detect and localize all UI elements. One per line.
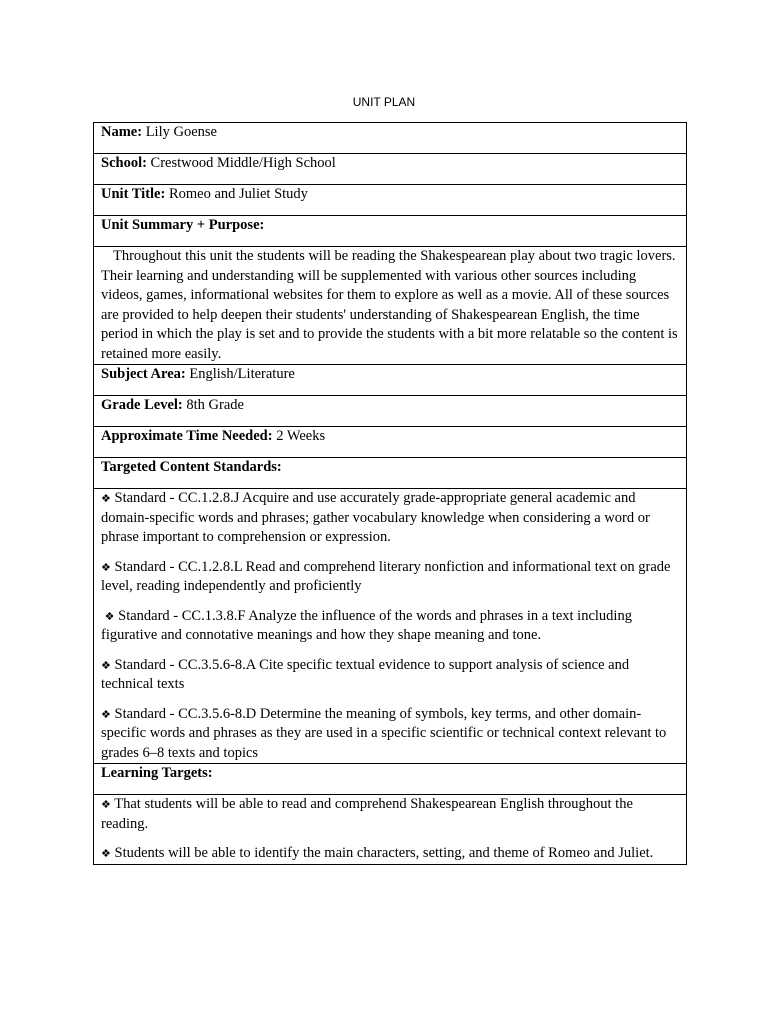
name-row bbox=[94, 123, 687, 154]
unit-title-value: Romeo and Juliet Study bbox=[168, 186, 308, 202]
standard-item: ❖ Standard - CC.3.5.6-8.D Determine the meaning of symbols, key terms, and other domain-specific words and phrases as they are used in a specific scientific or technical context relevant to grades 6–8 texts and topics bbox=[101, 705, 667, 761]
standards-header-row bbox=[94, 458, 687, 489]
time-label: Approximate Time Needed: bbox=[101, 428, 273, 444]
target-item: ❖ Students will be able to identify the main characters, setting, and theme of Romeo and Juliet. bbox=[101, 845, 654, 861]
subject-value: English/Literature bbox=[189, 366, 295, 382]
standard-item: ❖ Standard - CC.1.3.8.F Analyze the influence of the words and phrases in a text including figurative and connotative meanings and how they shape meaning and tone. bbox=[101, 607, 632, 643]
summary-text: Throughout this unit the students will be reading the Shakespearean play about two tragic lovers. Their learning and understanding will be supplemented with various other sources including videos, games, informational websites for them to explore as well as a movie. All of these sources are provided to help deepen their students' understanding of Shakespearean English, the time period in which the play is set and to provide the students with a bit more relatable so the content is retained more easily. bbox=[101, 248, 678, 362]
subject-label: Subject Area: bbox=[101, 366, 186, 382]
school-row bbox=[94, 154, 687, 185]
targets-row bbox=[94, 795, 687, 865]
name-label: Name: bbox=[101, 124, 143, 140]
name-value: Lily Goense bbox=[145, 124, 217, 140]
school-value: Crestwood Middle/High School bbox=[150, 155, 336, 171]
time-row bbox=[94, 427, 687, 458]
diamond-bullet-icon: ❖ bbox=[101, 707, 111, 721]
unit-plan-table bbox=[93, 122, 687, 865]
document-title: UNIT PLAN bbox=[352, 95, 416, 109]
diamond-bullet-icon: ❖ bbox=[104, 609, 115, 623]
diamond-bullet-icon: ❖ bbox=[101, 658, 111, 672]
grade-label: Grade Level: bbox=[101, 397, 183, 413]
unit-title-row bbox=[94, 185, 687, 216]
standard-item: ❖ Standard - CC.1.2.8.L Read and comprehend literary nonfiction and informational text on grade level, reading independently and proficiently bbox=[101, 558, 671, 594]
school-label: School: bbox=[101, 155, 147, 171]
summary-header-row bbox=[94, 216, 687, 247]
unit-title-label: Unit Title: bbox=[101, 186, 166, 202]
diamond-bullet-icon: ❖ bbox=[101, 798, 111, 811]
standard-item: ❖ Standard - CC.3.5.6-8.A Cite specific textual evidence to support analysis of science and technical texts bbox=[101, 656, 630, 692]
targets-label: Learning Targets: bbox=[101, 765, 213, 781]
standards-label: Targeted Content Standards: bbox=[101, 459, 282, 475]
target-item: ❖ That students will be able to read and comprehend Shakespearean English throughout the reading. bbox=[101, 796, 633, 832]
summary-label: Unit Summary + Purpose: bbox=[101, 217, 265, 233]
subject-row bbox=[94, 365, 687, 396]
diamond-bullet-icon: ❖ bbox=[101, 492, 111, 505]
standard-item: ❖ Standard - CC.1.2.8.J Acquire and use accurately grade-appropriate general academic and domain-specific words and phrases; gather vocabulary knowledge when considering a word or phrase important to comprehension or expression. bbox=[101, 490, 650, 545]
standards-row bbox=[94, 489, 687, 764]
summary-row bbox=[94, 247, 687, 365]
diamond-bullet-icon: ❖ bbox=[101, 847, 111, 860]
diamond-bullet-icon: ❖ bbox=[101, 560, 111, 574]
grade-row bbox=[94, 396, 687, 427]
targets-header-row bbox=[94, 764, 687, 795]
time-value: 2 Weeks bbox=[276, 428, 326, 444]
grade-value: 8th Grade bbox=[186, 397, 244, 413]
